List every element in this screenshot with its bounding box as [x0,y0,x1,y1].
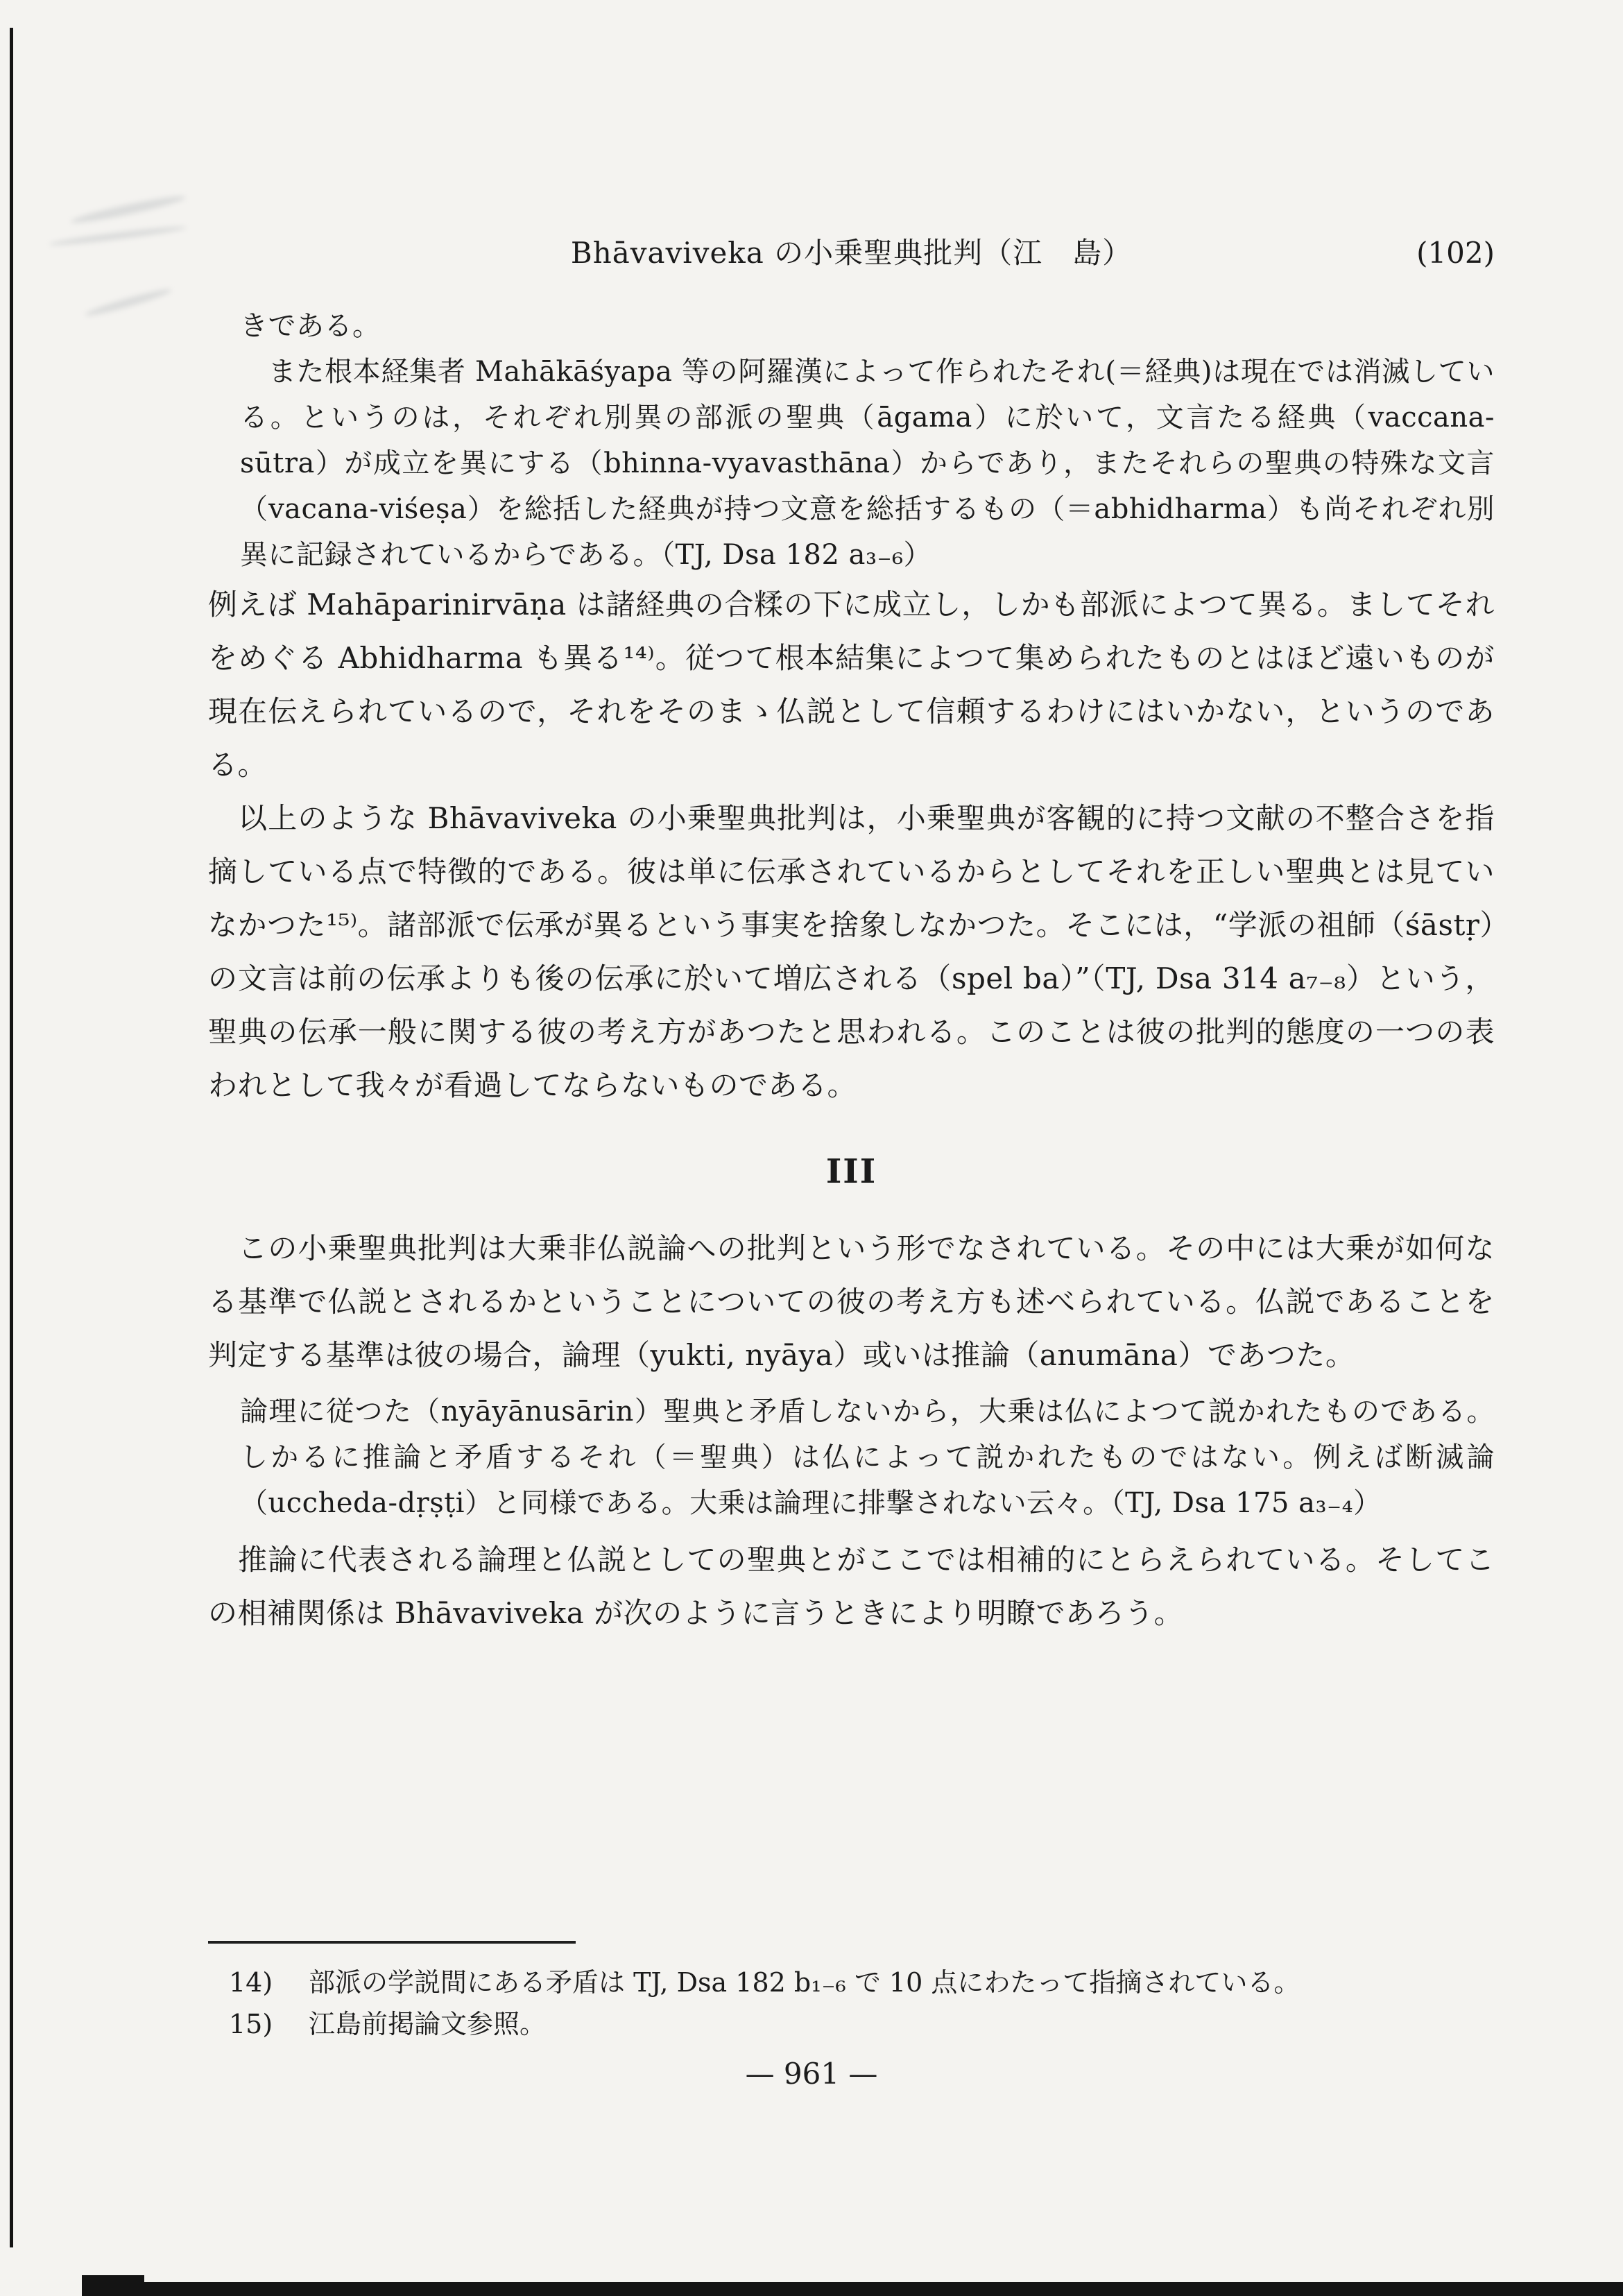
footnote-number: 14) [229,1967,273,1998]
footnote-text: 部派の学説間にある矛盾は TJ, Dsa 182 b₁₋₆ で 10 点にわたって指摘されている。 [309,1967,1300,1998]
scan-artifact-bottom-bar [82,2282,1623,2296]
footnote-rule [208,1941,576,1944]
paragraph-4: 推論に代表される論理と仏説としての聖典とがここでは相補的にとらえられている。そしてこの相補関係は Bhāvaviveka が次のように言うときにより明瞭であろう。 [208,1543,1495,1630]
paragraph-2: 以上のような Bhāvaviveka の小乗聖典批判は，小乗聖典が客観的に持つ文献の不整合さを指摘している点で特徴的である。彼は単に伝承されているからとしてそれを正しい聖典とは見ていなかつた¹⁵⁾。諸部派で伝承が異るという事実を捨象しなかつた。そこには，“学派の祖師（śāstṛ）の文言は前の伝承よりも後の伝承に於いて増広される（spel ba）”（TJ, Dsa 314 a₇₋₈）という，聖典の伝承一般に関する彼の考え方があつたと思われる。このことは彼の批判的態度の一つの表われとして我々が看過してならないものである。 [208,801,1495,1102]
quote-block-1: また根本経集者 Mahākāśyapa 等の阿羅漢によって作られたそれ(＝経典)は現在では消滅している。というのは，それぞれ別異の部派の聖典（āgama）に於いて，文言たる経典（vaccana-sūtra）が成立を異にする（bhinna-vyavasthāna）からであり，またそれらの聖典の特殊な文言（vacana-viśeṣa）を総括した経典が持つ文意を総括するもの（＝abhidharma）も尚それぞれ別異に記録されているからである。（TJ, Dsa 182 a₃₋₆） [240,356,1495,571]
paragraph-1: 例えば Mahāparinirvāṇa は諸経典の合糅の下に成立し，しかも部派によつて異る。ましてそれをめぐる Abhidharma も異る¹⁴⁾。従つて根本結集によつて集められたものとはほど遠いものが現在伝えられているので，それをそのまゝ仏説として信頼するわけにはいかない，というのである。 [208,588,1495,782]
running-header-title: Bhāvaviveka の小乗聖典批判（江 島） [570,236,1133,270]
quote-block-2: 論理に従つた（nyāyānusārin）聖典と矛盾しないから，大乗は仏によつて説かれたものである。しかるに推論と矛盾するそれ（＝聖典）は仏によって説かれたものではない。例えば断滅論（uccheda-dṛṣṭi）と同様である。大乗は論理に排撃されない云々。（TJ, Dsa 175 a₃₋₄） [240,1396,1495,1519]
quote-block-continuation: きである。 [240,310,381,342]
scan-artifact-left-line [10,28,13,2247]
scan-smudge [69,192,187,226]
footnotes-section [208,1941,1495,2045]
scan-smudge [84,286,173,318]
paragraph-3: この小乗聖典批判は大乗非仏説論への批判という形でなされている。その中には大乗が如何なる基準で仏説とされるかということについての彼の考え方も述べられている。仏説であることを判定する基準は彼の場合，論理（yukti, nyāya）或いは推論（anumāna）であつた。 [208,1231,1495,1372]
footnote-text: 江島前掲論文参照。 [309,2009,547,2039]
footnote-15 [208,2003,1495,2045]
scan-smudge [49,224,187,248]
section-heading: III [825,1152,877,1191]
running-header [208,232,1495,274]
footnote-14 [208,1962,1495,2003]
footnote-number: 15) [229,2009,273,2039]
page-number: — 961 — [745,2057,878,2091]
page-content [208,232,1495,1640]
header-page-marker: (102) [1416,236,1495,270]
page-footer [0,2057,1623,2091]
